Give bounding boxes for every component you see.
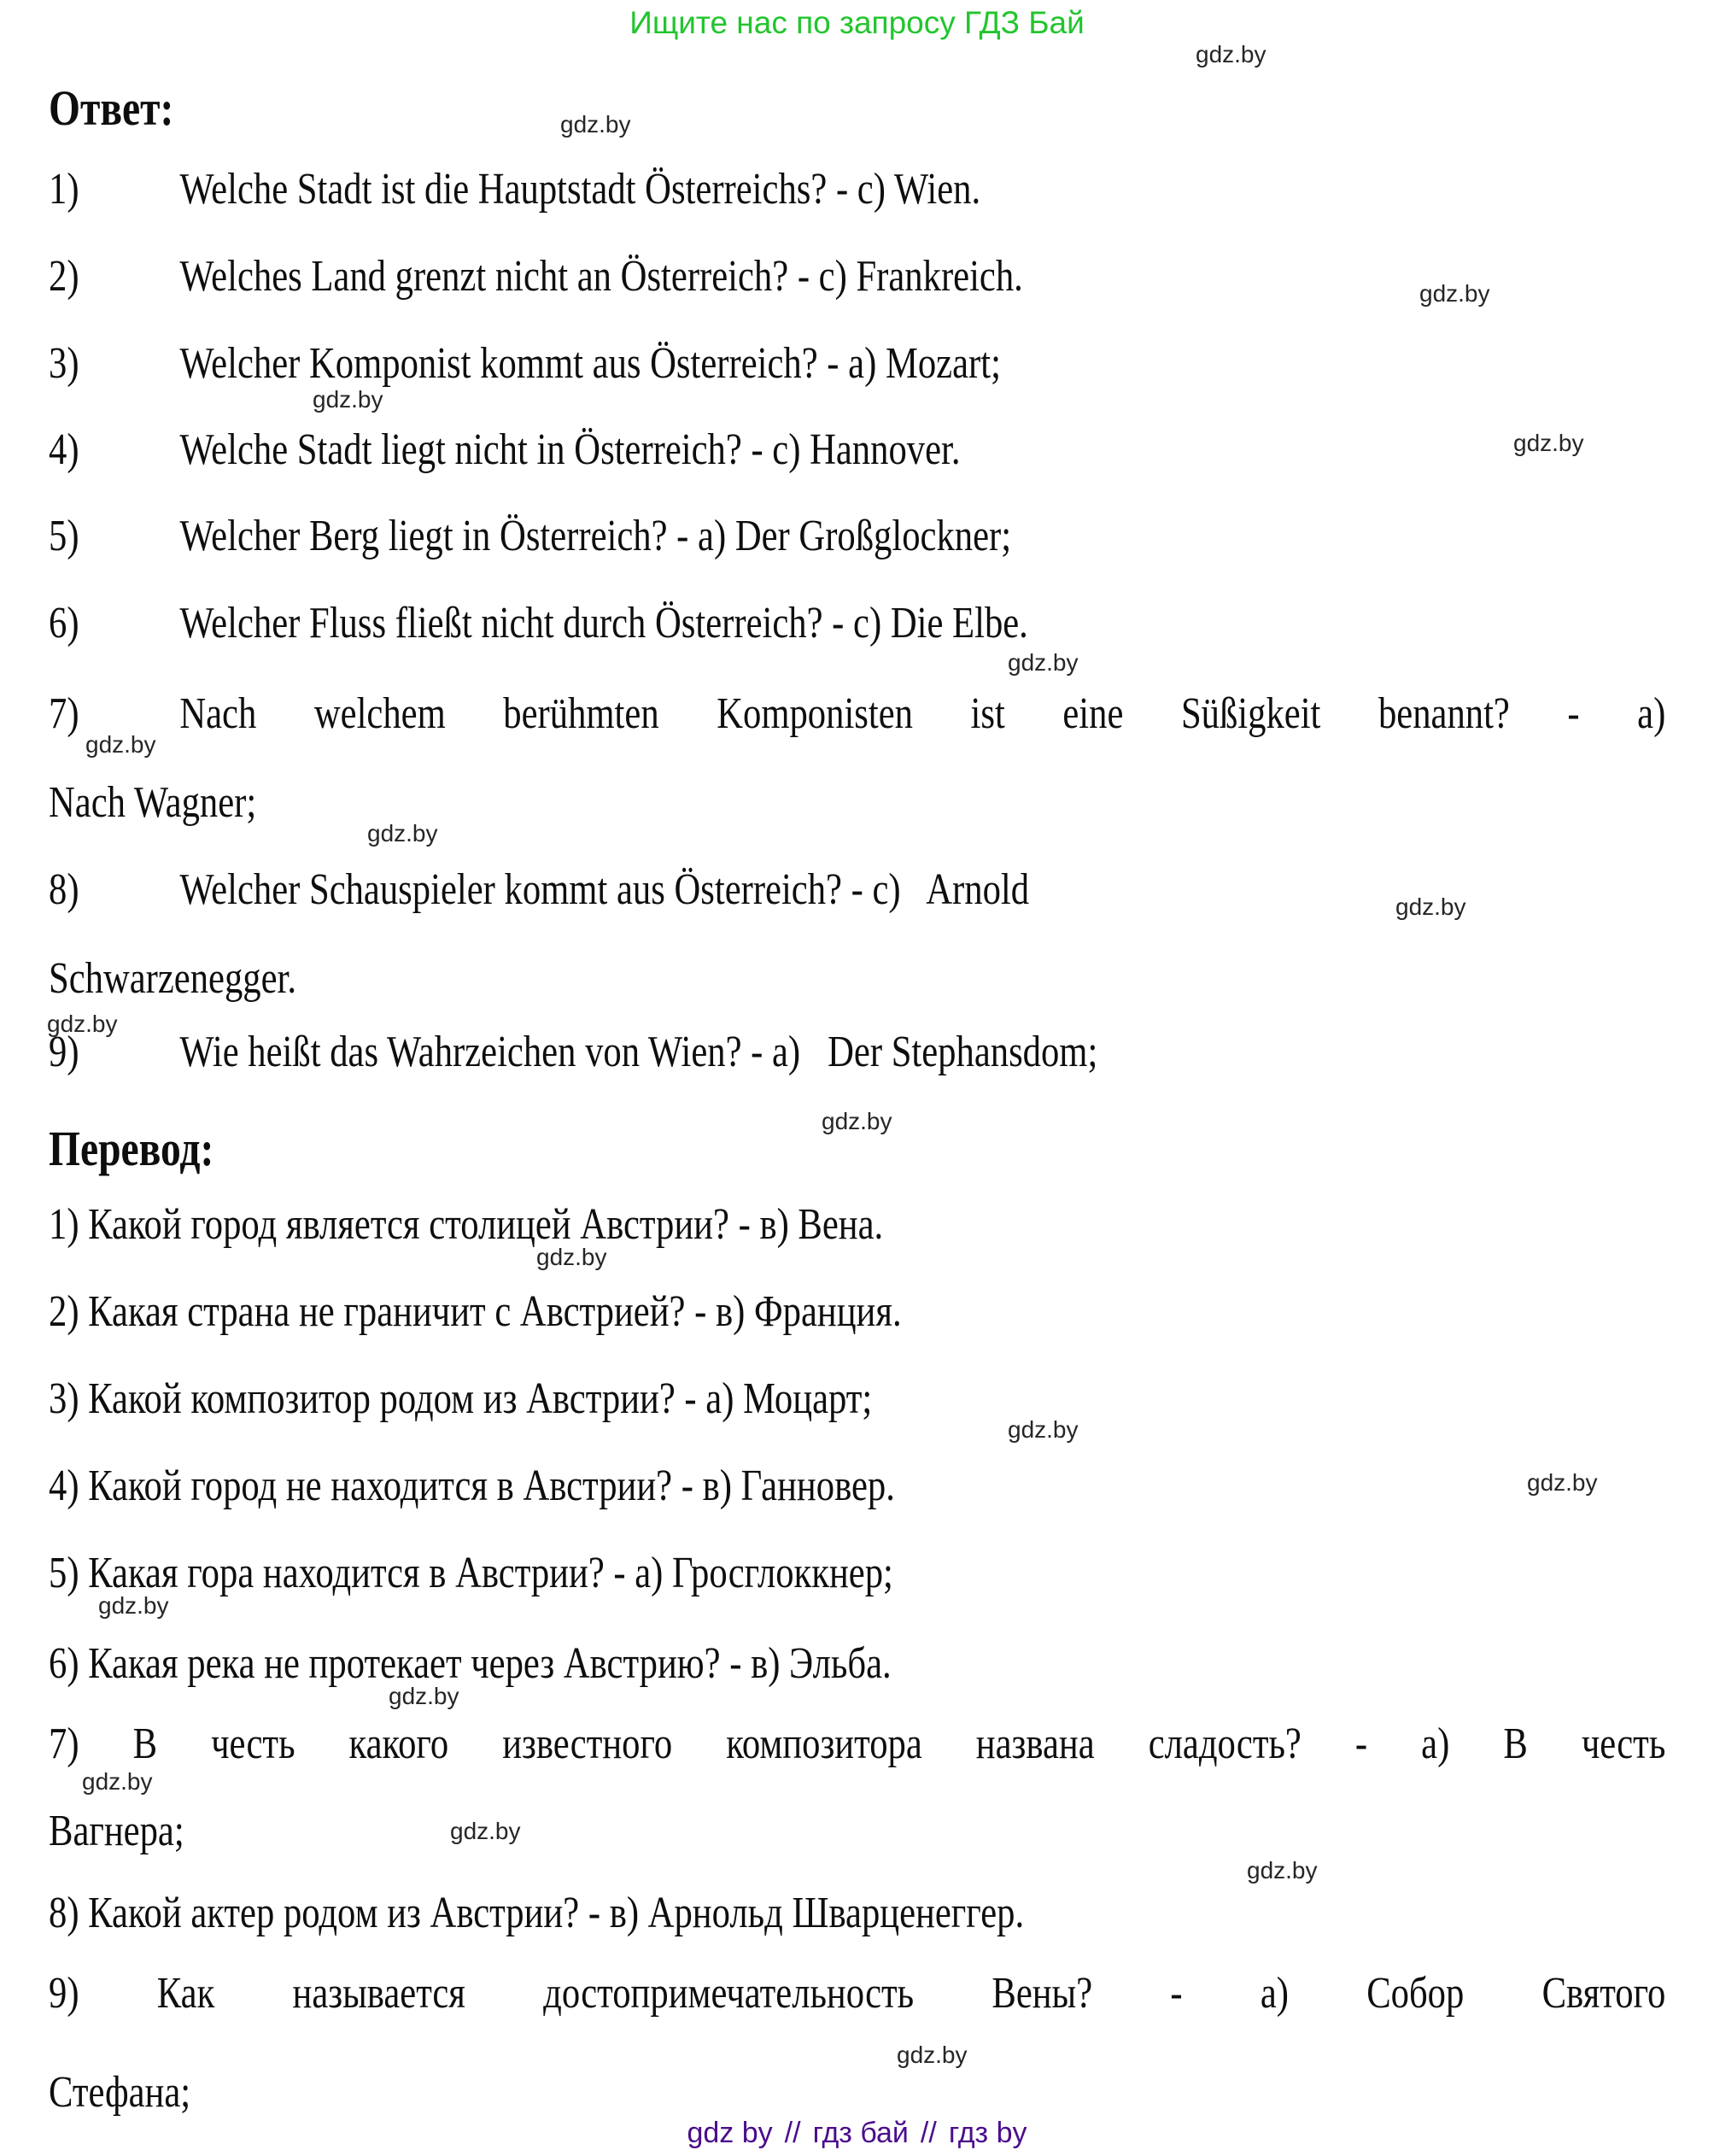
watermark-gdz: gdz.by <box>1527 1469 1598 1496</box>
answer-item-8-cont: Schwarzenegger. <box>49 954 297 1003</box>
item-text: Welcher Berg liegt in Österreich? - a) Der Großglockner; <box>179 512 1012 560</box>
answer-item-8 <box>49 864 1029 916</box>
watermark-gdz: gdz.by <box>1008 649 1079 676</box>
watermark-gdz: gdz.by <box>98 1592 169 1619</box>
item-number: 9) <box>49 1028 79 1076</box>
answer-item-4 <box>49 425 961 476</box>
watermark-gdz: gdz.by <box>389 1683 459 1709</box>
item-number: 6) <box>49 599 79 647</box>
translation-item-5: 5) Какая гора находится в Австрии? - а) Гросглоккнер; <box>49 1549 893 1597</box>
item-text: Welcher Komponist kommt aus Österreich? - a) Mozart; <box>179 339 1001 388</box>
answer-item-7 <box>49 688 1665 740</box>
item-text: Welcher Fluss fließt nicht durch Österreich? - c) Die Elbe. <box>179 599 1028 647</box>
translation-item-4: 4) Какой город не находится в Австрии? - в) Ганновер. <box>49 1462 895 1510</box>
item-number: 8) <box>49 865 79 914</box>
watermark-gdz: gdz.by <box>450 1818 521 1844</box>
translation-item-2: 2) Какая страна не граничит с Австрией? - в) Франция. <box>49 1287 902 1336</box>
item-text: Welche Stadt liegt nicht in Österreich? - c) Hannover. <box>179 425 961 474</box>
watermark-gdz: gdz.by <box>85 731 156 758</box>
watermark-gdz: gdz.by <box>47 1011 118 1037</box>
answer-item-7-cont: Nach Wagner; <box>49 778 257 827</box>
footer-links <box>0 2117 1714 2150</box>
answer-item-6 <box>49 598 1028 649</box>
answer-item-2 <box>49 251 1023 302</box>
translation-item-9-cont: Стефана; <box>49 2068 191 2117</box>
item-text: Welches Land grenzt nicht an Österreich? - c) Frankreich. <box>179 252 1023 301</box>
watermark-gdz: gdz.by <box>1419 280 1490 307</box>
translation-heading: Перевод: <box>49 1121 214 1176</box>
item-number: 1) <box>49 165 79 214</box>
answer-item-1 <box>49 164 980 215</box>
footer-link-gdz-by[interactable]: gdz by <box>687 2117 773 2149</box>
item-text: Welcher Schauspieler kommt aus Österreich? - c) Arnold <box>179 865 1030 914</box>
watermark-gdz: gdz.by <box>897 2042 968 2068</box>
item-text: Wie heißt das Wahrzeichen von Wien? - a) Der Stephansdom; <box>179 1028 1098 1076</box>
answer-heading: Ответ: <box>49 80 174 136</box>
item-number: 3) <box>49 339 79 388</box>
watermark-gdz: gdz.by <box>313 386 383 413</box>
item-number: 2) <box>49 252 79 301</box>
item-number: 4) <box>49 425 79 474</box>
watermark-gdz: gdz.by <box>536 1244 607 1270</box>
item-number: 7) <box>49 689 79 738</box>
watermark-gdz: gdz.by <box>1247 1857 1318 1884</box>
translation-item-6: 6) Какая река не протекает через Австрию? - в) Эльба. <box>49 1639 892 1688</box>
translation-item-7-cont: Вагнера; <box>49 1807 184 1855</box>
watermark-gdz: gdz.by <box>82 1768 153 1795</box>
watermark-gdz: gdz.by <box>1196 41 1266 67</box>
translation-item-7: 7) В честь какого известного композитора названа сладость? - а) В честь <box>49 1720 1666 1768</box>
translation-item-9: 9) Как называется достопримечательность Вены? - а) Собор Святого <box>49 1969 1666 2018</box>
item-number: 5) <box>49 512 79 560</box>
item-text: Welche Stadt ist die Hauptstadt Österreichs? - c) Wien. <box>179 165 981 214</box>
item-text: Nach welchem berühmten Komponisten ist eine Süßigkeit benannt? - a) <box>179 689 1666 738</box>
watermark-gdz: gdz.by <box>1008 1416 1079 1443</box>
watermark-gdz: gdz.by <box>822 1108 892 1134</box>
watermark-gdz: gdz.by <box>1513 430 1584 456</box>
footer-separator: // <box>920 2117 937 2149</box>
translation-item-1: 1) Какой город является столицей Австрии? - в) Вена. <box>49 1200 884 1249</box>
watermark-gdz: gdz.by <box>367 820 438 847</box>
translation-item-8: 8) Какой актер родом из Австрии? - в) Арнольд Шварценеггер. <box>49 1889 1025 1937</box>
answer-item-9 <box>49 1027 1097 1078</box>
translation-item-3: 3) Какой композитор родом из Австрии? - а) Моцарт; <box>49 1374 873 1423</box>
answer-item-3 <box>49 338 1001 390</box>
answer-item-5 <box>49 511 1011 562</box>
footer-link-gdz-bai[interactable]: гдз бай <box>812 2117 909 2149</box>
footer-link-gdz-by-2[interactable]: гдз by <box>948 2117 1027 2149</box>
footer-separator: // <box>784 2117 801 2149</box>
watermark-gdz: gdz.by <box>1395 893 1466 920</box>
promo-banner: Ищите нас по запросу ГДЗ Бай <box>629 5 1085 40</box>
watermark-gdz: gdz.by <box>560 111 631 138</box>
